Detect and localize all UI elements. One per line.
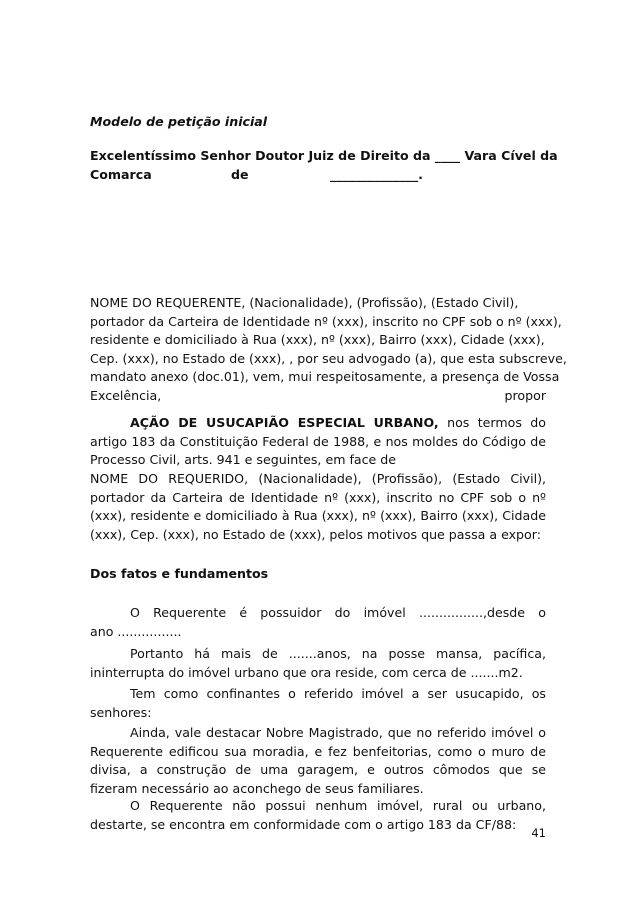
word: o (538, 605, 546, 620)
address-line-comarca (90, 166, 546, 185)
qualification-paragraph (90, 294, 567, 405)
paragraph-line: ano ................ (90, 623, 182, 639)
address-word: Comarca (90, 166, 152, 182)
paragraph-posse (90, 604, 546, 641)
word: é (239, 605, 248, 620)
paragraph-line (90, 350, 567, 369)
line-text: mandato anexo (doc.01), vem, mui respeitosamente, a presença de Vossa (90, 369, 560, 384)
line-text: residente e domiciliado à Rua (xxx), nº (xxx), Bairro (xxx), Cidade (xxx), (90, 332, 545, 347)
line-text: Excelência, (90, 387, 162, 403)
line-text: propor (504, 387, 546, 403)
paragraph-benfeitorias: Ainda, vale destacar Nobre Magistrado, que no referido imóvel o Requerente edificou sua moradia, e fez benfeitorias, como o muro de divisa, a construção de uma garagem, e outros cômodos que se fizeram necessário ao aconchego de seus familiares. (90, 725, 546, 796)
word: imóvel (363, 605, 406, 620)
word: do (334, 605, 351, 620)
line-text: Cep. (xxx), no Estado de (xxx), , por seu advogado (a), que esta subscreve, (90, 350, 567, 366)
paragraph-tempo: Portanto há mais de .......anos, na posse mansa, pacífica, ininterrupta do imóvel urbano que ora reside, com cerca de .......m2. (90, 646, 546, 680)
acao-paragraph (90, 414, 546, 470)
paragraph-line (90, 387, 546, 406)
address-word: de (231, 166, 249, 182)
address-blank: ______________. (330, 166, 423, 182)
paragraph-conformidade: O Requerente não possui nenhum imóvel, rural ou urbano, destarte, se encontra em conformidade com o artigo 183 da CF/88: (90, 798, 546, 832)
acao-title: AÇÃO DE USUCAPIÃO ESPECIAL URBANO, (130, 415, 439, 430)
address-line: Excelentíssimo Senhor Doutor Juiz de Direito da ____ Vara Cível da (90, 148, 558, 163)
address-block (90, 147, 558, 184)
acao-text: nos termos do artigo 183 da Constituição Federal de 1988, e nos moldes do Código de Processo Civil, arts. 941 e seguintes, em face de (90, 415, 546, 467)
paragraph-line (90, 331, 546, 350)
line-text: portador da Carteira de Identidade nº (xxx), inscrito no CPF sob o nº (xxx), (90, 313, 562, 329)
paragraph-line (90, 294, 546, 313)
section-heading: Dos fatos e fundamentos (90, 566, 269, 581)
word: possuidor (260, 605, 322, 620)
word: O (130, 605, 140, 620)
paragraph-confinantes: Tem como confinantes o referido imóvel a ser usucapido, os senhores: (90, 686, 546, 720)
line-text: NOME DO REQUERENTE, (Nacionalidade), (Profissão), (Estado Civil), (90, 295, 519, 310)
word: Requerente (153, 605, 227, 620)
paragraph-line (90, 368, 560, 387)
word: ................,desde (418, 605, 526, 620)
requerido-paragraph: NOME DO REQUERIDO, (Nacionalidade), (Profissão), (Estado Civil), portador da Carteira de Identidade nº (xxx), inscrito no CPF sob o nº (xxx), residente e domiciliado à Rua (xxx), nº (xxx), Bairro (xxx), Cidade (xxx), Cep. (xxx), no Estado de (xxx), pelos motivos que passa a expor: (90, 471, 546, 542)
page-number: 41 (531, 826, 546, 840)
paragraph-line (90, 313, 562, 332)
document-title: Modelo de petição inicial (90, 114, 268, 129)
paragraph-line (90, 604, 546, 623)
